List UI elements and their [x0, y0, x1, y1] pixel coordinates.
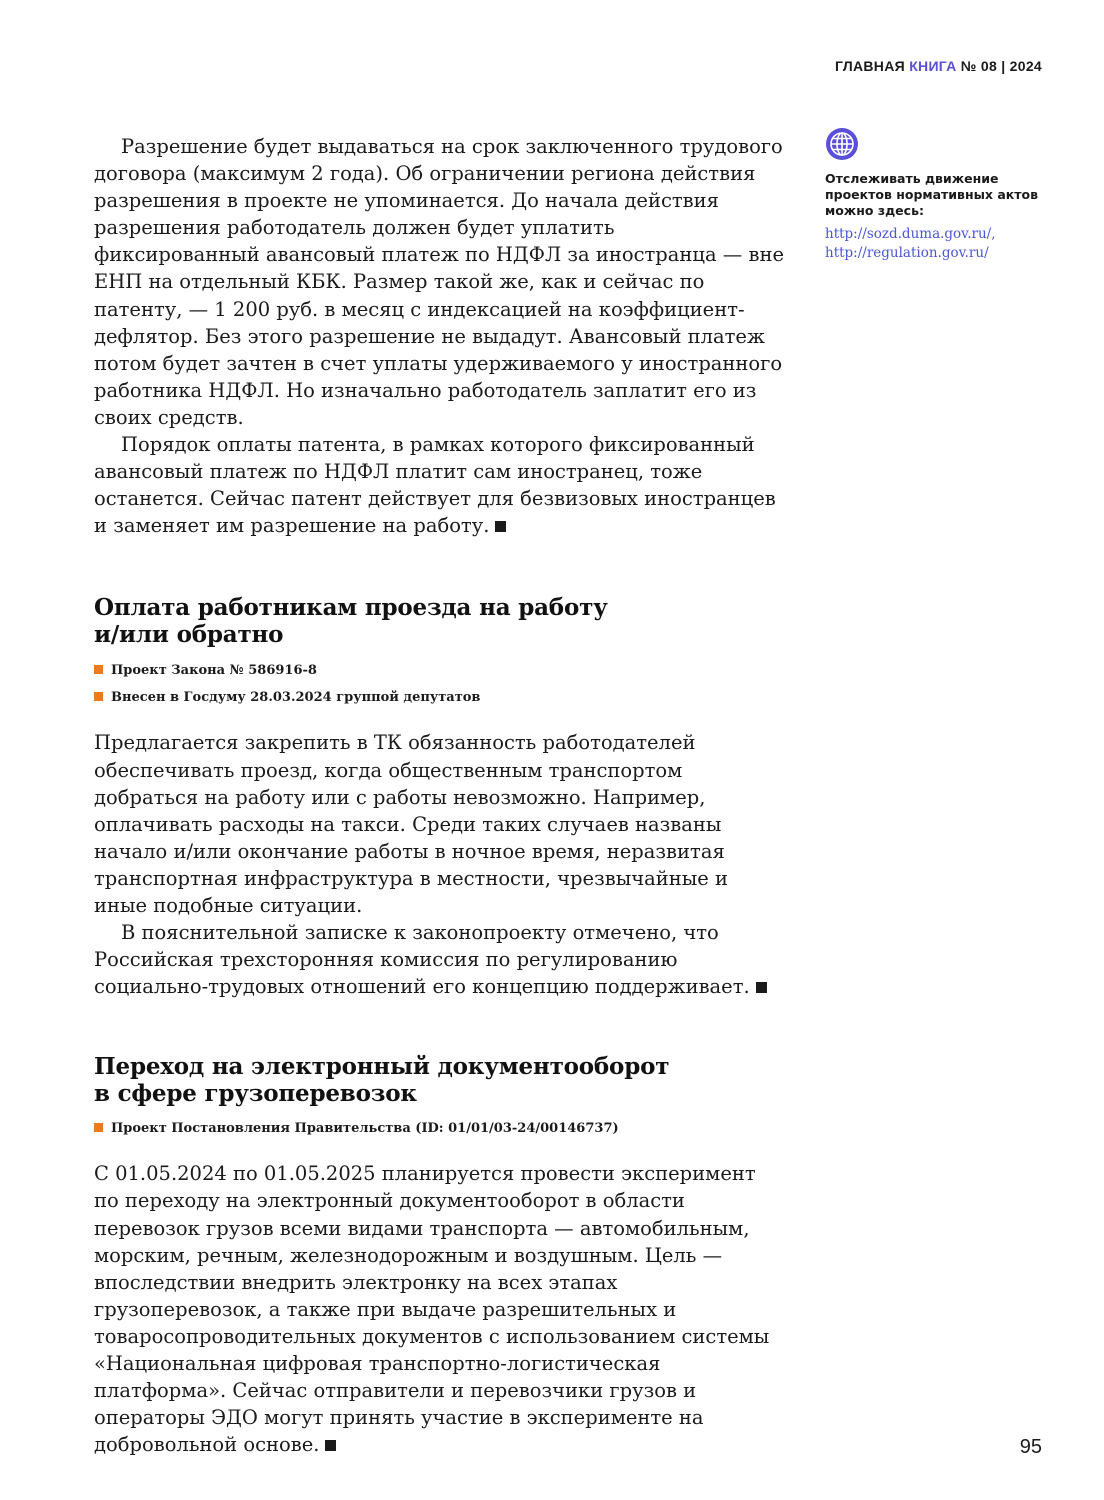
section2-title-line1: Переход на электронный документооборот: [94, 1053, 670, 1081]
end-mark: [495, 521, 506, 532]
section1-title: [94, 594, 784, 648]
intro-paragraph-2-text: Порядок оплаты патента, в рамках которого фиксированный авансовый платеж по НДФЛ платит сам иностранец, тоже останется. Сейчас патент действует для безвизовых иностранцев и заменяет им разрешение на работу.: [94, 433, 776, 538]
section1-meta-2: [94, 684, 784, 711]
intro-paragraph-1: Разрешение будет выдаваться на срок заключенного трудового договора (максимум 2 года). Об ограничении региона действия разрешения в проекте не упоминается. До начала действия разрешения работодатель должен будет уплатить фиксированный авансовый платеж по НДФЛ за иностранца — вне ЕНП на отдельный КБК. Размер такой же, как и сейчас по патенту, — 1 200 руб. в месяц с индексацией на коэффициент-дефлятор. Без этого разрешение не выдадут. Авансовый платеж потом будет зачтен в счет уплаты удерживаемого у иностранного работника НДФЛ. Но изначально работодатель заплатит его из своих средств.: [94, 135, 784, 429]
magazine-header: [835, 58, 1042, 74]
page-number: 95: [1019, 1436, 1042, 1458]
section1-paragraph-2-text: В пояснительной записке к законопроекту отмечено, что Российская трехсторонняя комиссия по регулированию социально-трудовых отношений его концепцию поддерживает.: [94, 921, 750, 999]
section1-paragraph-2: [94, 919, 784, 1000]
section2-meta-1: [94, 1115, 784, 1142]
section1-paragraph-1: Предлагается закрепить в ТК обязанность работодателей обеспечивать проезд, когда общественным транспортом добраться на работу или с работы невозможно. Например, оплачивать расходы на такси. Среди таких случаев названы начало и/или окончание работы в ночное время, неразвитая транспортная инфраструктура в местности, чрезвычайные и иные подобные ситуации.: [94, 731, 728, 917]
bullet-square: [94, 1123, 103, 1132]
meta-text: Внесен в Госдуму 28.03.2024 группой депутатов: [111, 690, 481, 706]
section2-paragraph-1: [94, 1160, 784, 1458]
meta-text: Проект Закона № 586916-8: [111, 663, 317, 679]
brand-main: ГЛАВНАЯ: [834, 58, 905, 74]
sidebar-title: Отслеживать движение проектов нормативных актов можно здесь:: [825, 171, 1038, 218]
issue-number: № 08 | 2024: [960, 58, 1042, 74]
section1-title-line2: и/или обратно: [94, 621, 284, 649]
link-sozd-duma[interactable]: http://sozd.duma.gov.ru/,: [825, 226, 996, 242]
globe-icon: [825, 127, 859, 161]
end-mark: [325, 1440, 336, 1451]
section2-paragraph-1-text: С 01.05.2024 по 01.05.2025 планируется провести эксперимент по переходу на электронный документооборот в области перевозок грузов всеми видами транспорта — автомобильным, морским, речным, железнодорожным и воздушным. Цель — впоследствии внедрить электронку на всех этапах грузоперевозок, а также при выдаче разрешительных и товаросопроводительных документов с использованием системы «Национальная цифровая транспортно-логистическая платформа». Сейчас отправители и перевозчики грузов и операторы ЭДО могут принять участие в эксперименте на добровольной основе.: [94, 1162, 770, 1457]
intro-paragraph-2: [94, 431, 784, 539]
sidebar-note: [825, 127, 1040, 262]
section2-title-line2: в сфере грузоперевозок: [94, 1080, 417, 1108]
meta-text: Проект Постановления Правительства (ID: 01/01/03-24/00146737): [111, 1121, 619, 1137]
section1-title-line1: Оплата работникам проезда на работу: [94, 594, 608, 622]
main-column: [94, 133, 784, 1458]
section2-title: [94, 1053, 784, 1107]
bullet-square: [94, 692, 103, 701]
brand-accent: КНИГА: [909, 58, 957, 74]
section1-meta-1: [94, 657, 784, 684]
link-regulation[interactable]: http://regulation.gov.ru/: [825, 245, 989, 261]
bullet-square: [94, 665, 103, 674]
end-mark: [756, 982, 767, 993]
